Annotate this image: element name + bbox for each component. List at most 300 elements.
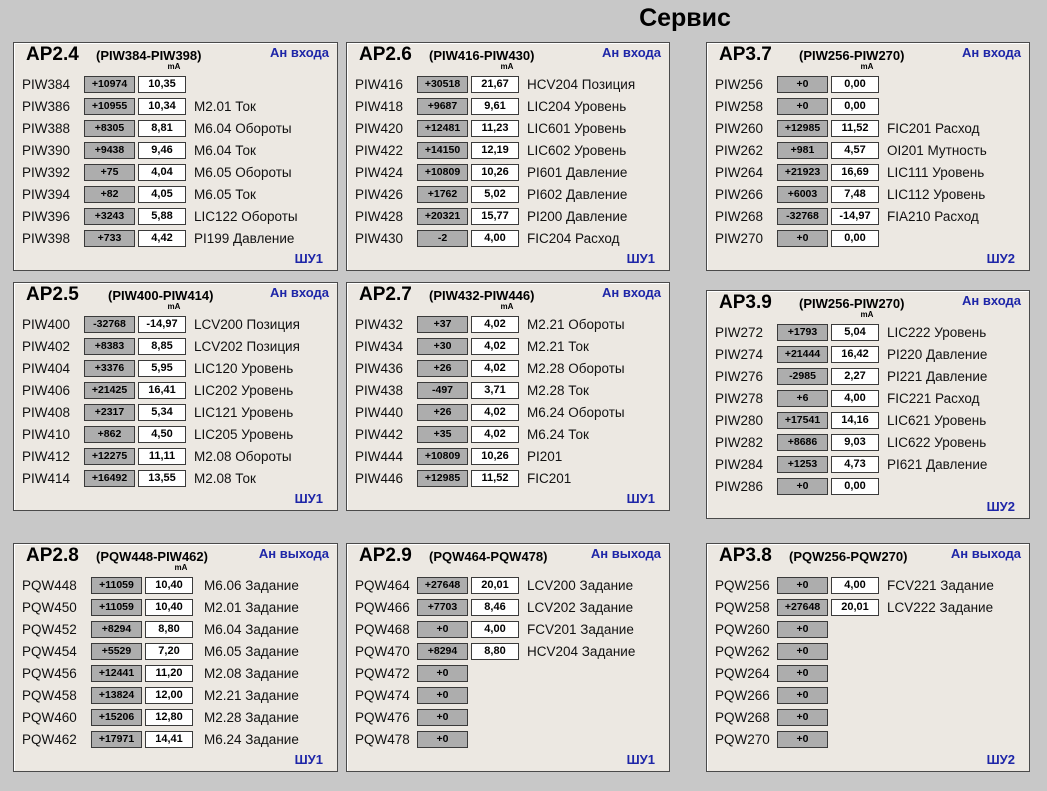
channel-description: FCV201 Задание: [527, 622, 634, 637]
channel-row: [355, 381, 665, 403]
address-range: (PQW256-PQW270): [789, 549, 908, 564]
scaled-value-field[interactable]: 12,00: [145, 687, 193, 704]
raw-value-field[interactable]: +0: [417, 621, 468, 638]
channel-address: PQW266: [715, 688, 770, 703]
scaled-value-field[interactable]: 4,02: [471, 316, 519, 333]
scaled-value-field[interactable]: 15,77: [471, 208, 519, 225]
channel-address: PQW262: [715, 644, 770, 659]
channel-description: LIC205 Уровень: [194, 427, 294, 442]
raw-value-field[interactable]: +5529: [91, 643, 142, 660]
channel-description: PI220 Давление: [887, 347, 988, 362]
address-range: (PIW432-PIW446): [429, 288, 535, 303]
channel-description: FIA210 Расход: [887, 209, 979, 224]
scaled-value-field[interactable]: 4,02: [471, 426, 519, 443]
scaled-value-field[interactable]: 4,00: [831, 390, 879, 407]
raw-value-field[interactable]: +26: [417, 360, 468, 377]
channel-row: [715, 119, 1025, 141]
channel-row: [22, 359, 333, 381]
raw-value-field[interactable]: +6: [777, 390, 828, 407]
raw-value-field[interactable]: +0: [417, 687, 468, 704]
channel-row: [22, 642, 333, 664]
scaled-value-field[interactable]: 16,42: [831, 346, 879, 363]
channel-row: [22, 730, 333, 752]
channel-address: PIW258: [715, 99, 764, 114]
channel-address: PIW270: [715, 231, 764, 246]
scaled-value-field[interactable]: 7,20: [145, 643, 193, 660]
channel-row: [22, 403, 333, 425]
signal-type-label: Ан выхода: [590, 546, 661, 561]
channel-description: M2.28 Задание: [204, 710, 299, 725]
channel-description: HCV204 Задание: [527, 644, 636, 659]
raw-value-field[interactable]: +733: [84, 230, 135, 247]
module-panel-ap3-8: [706, 543, 1030, 772]
scaled-value-field[interactable]: 8,46: [471, 599, 519, 616]
scaled-value-field[interactable]: 9,03: [831, 434, 879, 451]
channel-row: [715, 433, 1025, 455]
scaled-value-field[interactable]: 4,04: [138, 164, 186, 181]
raw-value-field[interactable]: +30: [417, 338, 468, 355]
raw-value-field[interactable]: +10809: [417, 448, 468, 465]
channel-row: [355, 598, 665, 620]
channel-description: FIC201: [527, 471, 572, 486]
raw-value-field[interactable]: +0: [777, 98, 828, 115]
channel-description: FIC204 Расход: [527, 231, 620, 246]
raw-value-field[interactable]: +0: [777, 76, 828, 93]
address-range: (PQW464-PQW478): [429, 549, 548, 564]
raw-value-field[interactable]: +11059: [91, 577, 142, 594]
channel-description: LIC621 Уровень: [887, 413, 987, 428]
cabinet-label: ШУ1: [294, 251, 323, 266]
raw-value-field[interactable]: +8294: [417, 643, 468, 660]
channel-address: PQW454: [22, 644, 77, 659]
raw-value-field[interactable]: +14150: [417, 142, 468, 159]
raw-value-field[interactable]: +0: [777, 577, 828, 594]
raw-value-field[interactable]: +30518: [417, 76, 468, 93]
channel-description: PI601 Давление: [527, 165, 628, 180]
module-code: AP2.7: [359, 284, 412, 305]
channel-row: [22, 576, 333, 598]
scaled-value-field[interactable]: 13,55: [138, 470, 186, 487]
scaled-value-field[interactable]: 16,69: [831, 164, 879, 181]
raw-value-field[interactable]: +862: [84, 426, 135, 443]
module-panel-ap3-7: [706, 42, 1030, 271]
raw-value-field[interactable]: +10955: [84, 98, 135, 115]
channel-address: PIW414: [22, 471, 71, 486]
channel-description: LIC111 Уровень: [887, 165, 985, 180]
scaled-value-field[interactable]: 4,57: [831, 142, 879, 159]
channel-description: PI199 Давление: [194, 231, 295, 246]
channel-description: M6.05 Обороты: [194, 165, 292, 180]
channel-address: PIW278: [715, 391, 764, 406]
channel-address: PIW266: [715, 187, 764, 202]
raw-value-field[interactable]: +12441: [91, 665, 142, 682]
raw-value-field[interactable]: +35: [417, 426, 468, 443]
cabinet-label: ШУ1: [626, 752, 655, 767]
channel-address: PIW394: [22, 187, 71, 202]
channel-row: [355, 730, 665, 752]
raw-value-field[interactable]: +8294: [91, 621, 142, 638]
channel-address: PIW256: [715, 77, 764, 92]
raw-value-field[interactable]: +13824: [91, 687, 142, 704]
channel-row: [22, 337, 333, 359]
channel-row: [22, 185, 333, 207]
channel-row: [715, 185, 1025, 207]
raw-value-field[interactable]: +0: [417, 731, 468, 748]
raw-value-field[interactable]: +17541: [777, 412, 828, 429]
channel-row: [22, 97, 333, 119]
channel-row: [22, 381, 333, 403]
channel-list: [22, 576, 333, 752]
scaled-value-field[interactable]: 14,16: [831, 412, 879, 429]
channel-address: PIW438: [355, 383, 404, 398]
panel-header: [707, 544, 1029, 568]
raw-value-field[interactable]: +20321: [417, 208, 468, 225]
scaled-value-field[interactable]: 12,19: [471, 142, 519, 159]
scaled-value-field[interactable]: 10,40: [145, 599, 193, 616]
scaled-value-field[interactable]: 11,20: [145, 665, 193, 682]
scaled-value-field[interactable]: 11,52: [471, 470, 519, 487]
scaled-value-field[interactable]: 4,02: [471, 360, 519, 377]
channel-row: [22, 119, 333, 141]
channel-address: PIW422: [355, 143, 404, 158]
signal-type-label: Ан входа: [601, 45, 661, 60]
scaled-value-field[interactable]: 5,04: [831, 324, 879, 341]
raw-value-field[interactable]: +27648: [417, 577, 468, 594]
module-panel-ap2-6: [346, 42, 670, 271]
unit-label: mA: [174, 563, 188, 572]
channel-address: PIW418: [355, 99, 404, 114]
scaled-value-field[interactable]: 12,80: [145, 709, 193, 726]
channel-address: PIW436: [355, 361, 404, 376]
channel-row: [355, 642, 665, 664]
channel-row: [22, 686, 333, 708]
scaled-value-field[interactable]: -14,97: [831, 208, 879, 225]
raw-value-field[interactable]: +8686: [777, 434, 828, 451]
channel-address: PQW260: [715, 622, 770, 637]
channel-address: PIW434: [355, 339, 404, 354]
raw-value-field[interactable]: -32768: [84, 316, 135, 333]
channel-description: M2.08 Ток: [194, 471, 256, 486]
raw-value-field[interactable]: -497: [417, 382, 468, 399]
channel-row: [355, 620, 665, 642]
raw-value-field[interactable]: +3243: [84, 208, 135, 225]
raw-value-field[interactable]: -2985: [777, 368, 828, 385]
channel-description: LCV200 Задание: [527, 578, 634, 593]
scaled-value-field[interactable]: 10,35: [138, 76, 186, 93]
scaled-value-field[interactable]: 4,02: [471, 338, 519, 355]
channel-address: PIW428: [355, 209, 404, 224]
address-range: (PIW416-PIW430): [429, 48, 535, 63]
unit-label: mA: [167, 302, 181, 311]
scaled-value-field[interactable]: 4,50: [138, 426, 186, 443]
channel-address: PQW458: [22, 688, 77, 703]
raw-value-field[interactable]: +9438: [84, 142, 135, 159]
raw-value-field[interactable]: +21425: [84, 382, 135, 399]
scaled-value-field[interactable]: 8,85: [138, 338, 186, 355]
scaled-value-field[interactable]: 4,42: [138, 230, 186, 247]
scaled-value-field[interactable]: 7,48: [831, 186, 879, 203]
channel-row: [355, 686, 665, 708]
channel-row: [715, 664, 1025, 686]
raw-value-field[interactable]: +7703: [417, 599, 468, 616]
channel-description: FIC201 Расход: [887, 121, 980, 136]
channel-address: PIW280: [715, 413, 764, 428]
raw-value-field[interactable]: +6003: [777, 186, 828, 203]
channel-address: PQW264: [715, 666, 770, 681]
channel-description: LIC204 Уровень: [527, 99, 627, 114]
module-code: AP2.5: [26, 284, 79, 305]
channel-address: PQW470: [355, 644, 410, 659]
raw-value-field[interactable]: +12481: [417, 120, 468, 137]
channel-address: PIW384: [22, 77, 71, 92]
scaled-value-field[interactable]: 4,73: [831, 456, 879, 473]
raw-value-field[interactable]: +0: [777, 731, 828, 748]
raw-value-field[interactable]: +16492: [84, 470, 135, 487]
scaled-value-field[interactable]: 21,67: [471, 76, 519, 93]
scaled-value-field[interactable]: 4,05: [138, 186, 186, 203]
scaled-value-field[interactable]: 10,34: [138, 98, 186, 115]
channel-address: PIW420: [355, 121, 404, 136]
channel-description: PI221 Давление: [887, 369, 988, 384]
raw-value-field[interactable]: +11059: [91, 599, 142, 616]
scaled-value-field[interactable]: 5,88: [138, 208, 186, 225]
module-code: AP2.8: [26, 545, 79, 566]
unit-label: mA: [167, 62, 181, 71]
signal-type-label: Ан входа: [961, 293, 1021, 308]
scaled-value-field[interactable]: 0,00: [831, 478, 879, 495]
unit-label: mA: [500, 302, 514, 311]
address-range: (PIW384-PIW398): [96, 48, 202, 63]
channel-address: PQW258: [715, 600, 770, 615]
address-range: (PIW256-PIW270): [799, 296, 905, 311]
scaled-value-field[interactable]: 16,41: [138, 382, 186, 399]
channel-address: PQW256: [715, 578, 770, 593]
channel-address: PQW464: [355, 578, 410, 593]
channel-row: [355, 425, 665, 447]
scaled-value-field[interactable]: 8,81: [138, 120, 186, 137]
channel-address: PIW386: [22, 99, 71, 114]
module-code: AP3.8: [719, 545, 772, 566]
channel-list: [22, 315, 333, 491]
signal-type-label: Ан выхода: [950, 546, 1021, 561]
channel-row: [355, 708, 665, 730]
channel-row: [355, 447, 665, 469]
scaled-value-field[interactable]: 4,00: [471, 621, 519, 638]
channel-row: [22, 229, 333, 251]
raw-value-field[interactable]: +9687: [417, 98, 468, 115]
raw-value-field[interactable]: +8305: [84, 120, 135, 137]
channel-row: [715, 323, 1025, 345]
channel-list: [355, 75, 665, 251]
scaled-value-field[interactable]: 0,00: [831, 76, 879, 93]
raw-value-field[interactable]: +15206: [91, 709, 142, 726]
raw-value-field[interactable]: +10809: [417, 164, 468, 181]
module-code: AP3.9: [719, 292, 772, 313]
channel-row: [715, 389, 1025, 411]
cabinet-label: ШУ1: [294, 491, 323, 506]
channel-row: [355, 664, 665, 686]
channel-row: [355, 97, 665, 119]
channel-row: [715, 163, 1025, 185]
channel-list: [715, 323, 1025, 499]
channel-row: [715, 477, 1025, 499]
raw-value-field[interactable]: -32768: [777, 208, 828, 225]
raw-value-field[interactable]: +3376: [84, 360, 135, 377]
module-panel-ap2-7: [346, 282, 670, 511]
raw-value-field[interactable]: +17971: [91, 731, 142, 748]
scaled-value-field[interactable]: 20,01: [471, 577, 519, 594]
module-code: AP3.7: [719, 44, 772, 65]
channel-description: PI201: [527, 449, 563, 464]
raw-value-field[interactable]: +0: [777, 665, 828, 682]
channel-row: [355, 75, 665, 97]
scaled-value-field[interactable]: 9,46: [138, 142, 186, 159]
channel-description: M2.28 Ток: [527, 383, 589, 398]
raw-value-field[interactable]: +12275: [84, 448, 135, 465]
scaled-value-field[interactable]: 3,71: [471, 382, 519, 399]
scaled-value-field[interactable]: 0,00: [831, 98, 879, 115]
scaled-value-field[interactable]: -14,97: [138, 316, 186, 333]
unit-label: mA: [860, 310, 874, 319]
channel-row: [22, 620, 333, 642]
channel-row: [715, 141, 1025, 163]
raw-value-field[interactable]: +10974: [84, 76, 135, 93]
scaled-value-field[interactable]: 20,01: [831, 599, 879, 616]
channel-address: PIW430: [355, 231, 404, 246]
raw-value-field[interactable]: -2: [417, 230, 468, 247]
signal-type-label: Ан входа: [601, 285, 661, 300]
scaled-value-field[interactable]: 11,23: [471, 120, 519, 137]
channel-address: PIW416: [355, 77, 404, 92]
channel-row: [22, 447, 333, 469]
channel-row: [355, 337, 665, 359]
channel-description: M6.24 Ток: [527, 427, 589, 442]
scaled-value-field[interactable]: 11,11: [138, 448, 186, 465]
raw-value-field[interactable]: +0: [777, 709, 828, 726]
channel-row: [22, 163, 333, 185]
channel-description: LIC222 Уровень: [887, 325, 987, 340]
raw-value-field[interactable]: +0: [777, 230, 828, 247]
raw-value-field[interactable]: +0: [777, 621, 828, 638]
raw-value-field[interactable]: +21444: [777, 346, 828, 363]
raw-value-field[interactable]: +0: [777, 687, 828, 704]
raw-value-field[interactable]: +12985: [777, 120, 828, 137]
channel-description: LIC122 Обороты: [194, 209, 298, 224]
channel-address: PIW444: [355, 449, 404, 464]
raw-value-field[interactable]: +21923: [777, 164, 828, 181]
cabinet-label: ШУ2: [986, 251, 1015, 266]
raw-value-field[interactable]: +1253: [777, 456, 828, 473]
scaled-value-field[interactable]: 4,00: [831, 577, 879, 594]
scaled-value-field[interactable]: 0,00: [831, 230, 879, 247]
channel-description: LCV202 Позиция: [194, 339, 300, 354]
raw-value-field[interactable]: +0: [777, 643, 828, 660]
cabinet-label: ШУ2: [986, 752, 1015, 767]
module-code: AP2.4: [26, 44, 79, 65]
channel-address: PIW406: [22, 383, 71, 398]
channel-row: [715, 576, 1025, 598]
channel-row: [355, 229, 665, 251]
raw-value-field[interactable]: +1793: [777, 324, 828, 341]
channel-address: PIW282: [715, 435, 764, 450]
channel-row: [355, 119, 665, 141]
scaled-value-field[interactable]: 5,95: [138, 360, 186, 377]
channel-address: PIW262: [715, 143, 764, 158]
scaled-value-field[interactable]: 2,27: [831, 368, 879, 385]
scaled-value-field[interactable]: 10,40: [145, 577, 193, 594]
channel-description: M2.21 Задание: [204, 688, 299, 703]
channel-description: M2.01 Ток: [194, 99, 256, 114]
module-panel-ap3-9: [706, 290, 1030, 519]
raw-value-field[interactable]: +82: [84, 186, 135, 203]
channel-address: PIW412: [22, 449, 71, 464]
channel-address: PQW462: [22, 732, 77, 747]
channel-address: PIW276: [715, 369, 764, 384]
raw-value-field[interactable]: +1762: [417, 186, 468, 203]
page-title: Сервис: [639, 4, 731, 32]
scaled-value-field[interactable]: 11,52: [831, 120, 879, 137]
channel-row: [22, 598, 333, 620]
scaled-value-field[interactable]: 4,00: [471, 230, 519, 247]
channel-row: [355, 315, 665, 337]
scaled-value-field[interactable]: 4,02: [471, 404, 519, 421]
raw-value-field[interactable]: +8383: [84, 338, 135, 355]
channel-description: M6.04 Задание: [204, 622, 299, 637]
raw-value-field[interactable]: +37: [417, 316, 468, 333]
scaled-value-field[interactable]: 9,61: [471, 98, 519, 115]
signal-type-label: Ан выхода: [258, 546, 329, 561]
signal-type-label: Ан входа: [961, 45, 1021, 60]
raw-value-field[interactable]: +75: [84, 164, 135, 181]
scaled-value-field[interactable]: 5,02: [471, 186, 519, 203]
channel-row: [355, 207, 665, 229]
raw-value-field[interactable]: +27648: [777, 599, 828, 616]
scaled-value-field[interactable]: 5,34: [138, 404, 186, 421]
raw-value-field[interactable]: +2317: [84, 404, 135, 421]
scaled-value-field[interactable]: 8,80: [145, 621, 193, 638]
channel-address: PQW474: [355, 688, 410, 703]
channel-address: PIW408: [22, 405, 71, 420]
channel-description: M6.06 Задание: [204, 578, 299, 593]
channel-description: LIC622 Уровень: [887, 435, 987, 450]
raw-value-field[interactable]: +0: [417, 665, 468, 682]
scaled-value-field[interactable]: 8,80: [471, 643, 519, 660]
channel-address: PIW410: [22, 427, 71, 442]
channel-row: [22, 207, 333, 229]
channel-row: [22, 664, 333, 686]
channel-row: [355, 185, 665, 207]
channel-address: PIW284: [715, 457, 764, 472]
unit-label: mA: [860, 62, 874, 71]
channel-row: [355, 141, 665, 163]
channel-address: PIW426: [355, 187, 404, 202]
raw-value-field[interactable]: +0: [417, 709, 468, 726]
raw-value-field[interactable]: +0: [777, 478, 828, 495]
raw-value-field[interactable]: +12985: [417, 470, 468, 487]
channel-description: LIC121 Уровень: [194, 405, 294, 420]
channel-address: PQW456: [22, 666, 77, 681]
scaled-value-field[interactable]: 14,41: [145, 731, 193, 748]
scaled-value-field[interactable]: 10,26: [471, 164, 519, 181]
raw-value-field[interactable]: +981: [777, 142, 828, 159]
raw-value-field[interactable]: +26: [417, 404, 468, 421]
channel-description: M6.24 Задание: [204, 732, 299, 747]
channel-address: PQW468: [355, 622, 410, 637]
channel-description: M2.21 Ток: [527, 339, 589, 354]
scaled-value-field[interactable]: 10,26: [471, 448, 519, 465]
channel-address: PIW268: [715, 209, 764, 224]
channel-address: PIW400: [22, 317, 71, 332]
